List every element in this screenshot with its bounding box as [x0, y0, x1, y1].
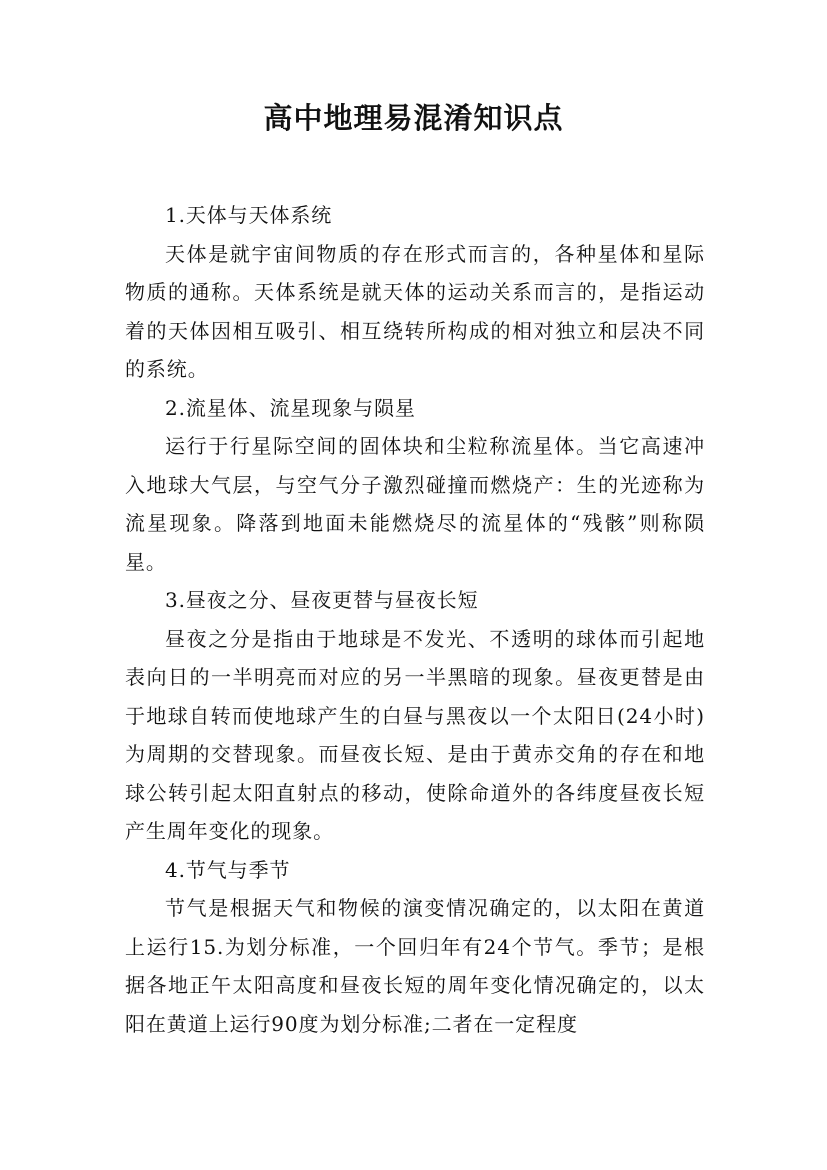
section-paragraph-2: 运行于行星际空间的固体块和尘粒称流星体。当它高速冲入地球大气层，与空气分子激烈碰撞而燃烧产：生的光迹称为流星现象。降落到地面未能燃烧尽的流星体的“残骸”则称陨星。: [125, 434, 705, 574]
section-heading-3: 3.昼夜之分、昼夜更替与昼夜长短: [165, 588, 479, 612]
document-title: 高中地理易混淆知识点: [263, 101, 564, 135]
section-paragraph-1: 天体是就宇宙间物质的存在形式而言的，各种星体和星际物质的通称。天体系统是就天体的运动关系而言的，是指运动着的天体因相互吸引、相互绕转所构成的相对独立和层决不同的系统。: [125, 241, 705, 381]
section-heading-2: 2.流星体、流星现象与陨星: [165, 395, 416, 420]
section-heading-1: 1.天体与天体系统: [165, 203, 333, 227]
section-heading-4: 4.节气与季节: [165, 857, 291, 882]
section-paragraph-3: 昼夜之分是指由于地球是不发光、不透明的球体而引起地表向日的一半明亮而对应的另一半黑暗的现象。昼夜更替是由于地球自转而使地球产生的白昼与黑夜以一个太阳日(24小时)为周期的交替现象。而昼夜长短、是由于黄赤交角的存在和地球公转引起太阳直射点的移动，使除命道外的各纬度昼夜长短产生周年变化的现象。: [125, 626, 705, 843]
document-body: [125, 196, 705, 1043]
section-paragraph-4: 节气是根据天气和物候的演变情况确定的，以太阳在黄道上运行15.为划分标准，一个回归年有24个节气。季节；是根据各地正午太阳高度和昼夜长短的周年变化情况确定的，以太阳在黄道上运行90度为划分标准;二者在一定程度: [125, 896, 705, 1036]
